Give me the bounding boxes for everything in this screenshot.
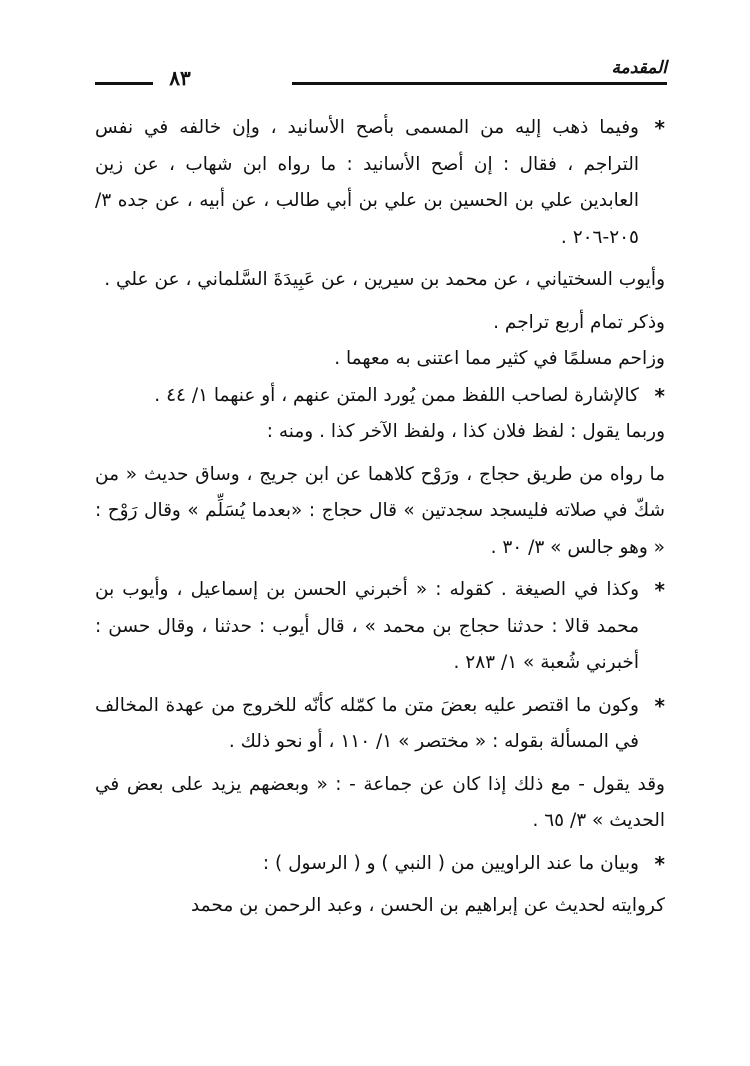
page-number: ٨٣ [169,66,191,90]
paragraph-text: ما رواه من طريق حجاج ، ورَوْح كلاهما عن ابن جريج ، وساق حديث « من شكّ في صلاته فليسجد سجدتين » قال حجاج : «بعدما يُسَلِّم » وقال رَوْح : « وهو جالس » ٣/ ٣٠ . [95,463,665,558]
paragraph-text: وكذا في الصيغة . كقوله : « أخبرني الحسن بن إسماعيل ، وأيوب بن محمد قالا : حدثنا حجاج بن محمد » ، قال أيوب : حدثنا ، وقال حسن : أخبرني شُعبة » ١/ ٢٨٣ . [95,579,639,673]
header-rule-left [95,82,153,85]
paragraph [95,262,665,299]
paragraph-text: وكون ما اقتصر عليه بعضَ متن ما كمّله كأنّه للخروج من عهدة المخالف في المسألة بقوله : « مختصر » ١/ ١١٠ ، أو نحو ذلك . [95,694,639,752]
running-header [95,54,667,98]
body-text [95,110,665,925]
paragraph [95,767,665,840]
paragraph [95,888,665,925]
paragraph-star-marker: * [654,851,665,876]
paragraph-text: وأيوب السختياني ، عن محمد بن سيرين ، عن عَبِيدَةَ السَّلماني ، عن علي . [104,269,665,290]
paragraph-text: وبيان ما عند الراويين من ( النبي ) و ( الرسول ) : [262,852,639,874]
section-title: المقدمة [611,58,667,78]
paragraph [95,414,665,451]
paragraph [95,846,665,883]
paragraph-star-marker: * [654,116,665,140]
paragraph [95,110,665,256]
header-rule-right [292,82,667,85]
paragraph-star-marker: * [654,578,665,602]
paragraph [95,572,665,682]
paragraph-text: وربما يقول : لفظ فلان كذا ، ولفظ الآخر كذا . ومنه : [266,421,665,442]
paragraph [95,341,665,378]
paragraph-text: وذكر تمام أربع تراجم . [493,311,665,333]
paragraph [95,688,665,761]
paragraph [95,457,665,567]
paragraph [95,305,665,342]
paragraph-text: وزاحم مسلمًا في كثير مما اعتنى به معهما . [334,348,665,369]
paragraph-text: وفيما ذهب إليه من المسمى بأصح الأسانيد ، وإن خالفه في نفس التراجم ، فقال : إن أصح الأسانيد : ما رواه ابن شهاب ، عن زين العابدين علي بن الحسين بن علي بن أبي طالب ، عن أبيه ، عن جده ٣/ ٢٠٥-٢٠٦ . [95,117,639,248]
paragraph-text: كالإشارة لصاحب اللفظ ممن يُورد المتن عنهم ، أو عنهما ١/ ٤٤ . [154,384,639,406]
paragraph-text: كروايته لحديث عن إبراهيم بن الحسن ، وعبد الرحمن بن محمد [190,895,665,916]
paragraph [95,378,665,415]
paragraph-star-marker: * [654,383,665,408]
paragraph-text: وقد يقول - مع ذلك إذا كان عن جماعة - : « وبعضهم يزيد على بعض في الحديث » ٣/ ٦٥ . [95,773,665,831]
paragraph-star-marker: * [654,693,665,718]
